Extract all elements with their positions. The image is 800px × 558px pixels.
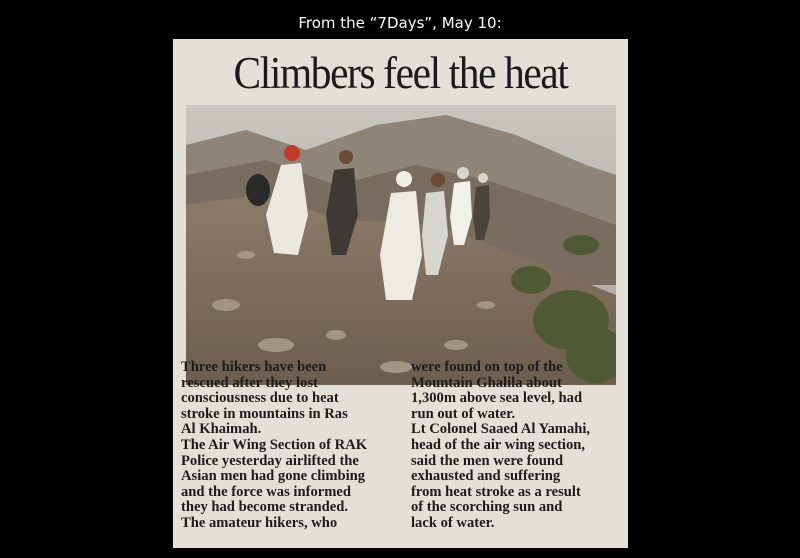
- article-line: Mountain Ghalila about: [411, 374, 562, 391]
- article-line: consciousness due to heat: [181, 390, 339, 407]
- newspaper-clipping: [173, 39, 628, 548]
- photo-illustration: [186, 105, 616, 385]
- article-line: they had become stranded.: [181, 499, 349, 516]
- article-photo: [186, 105, 616, 385]
- article-line: rescued after they lost: [181, 374, 318, 391]
- article-line: stroke in mountains in Ras: [181, 405, 348, 422]
- screenshot-caption: From the “7Days”, May 10:: [298, 14, 502, 32]
- article-line: The Air Wing Section of RAK: [181, 436, 368, 453]
- article-line: Police yesterday airlifted the: [181, 452, 359, 469]
- article-line: 1,300m above sea level, had: [411, 390, 583, 407]
- article-line: exhausted and suffering: [411, 468, 561, 485]
- article-line: from heat stroke as a result: [411, 483, 581, 500]
- article-column-right: [411, 360, 626, 532]
- article-line: run out of water.: [411, 405, 516, 422]
- article-line: said the men were found: [411, 452, 564, 469]
- article-line: lack of water.: [411, 514, 495, 531]
- article-column-left: [181, 360, 399, 532]
- article-line: of the scorching sun and: [411, 499, 563, 516]
- article-line: Al Khaimah.: [181, 421, 262, 438]
- article-headline: Climbers feel the heat: [233, 48, 568, 98]
- article-line: The amateur hikers, who: [181, 514, 338, 531]
- article-line: head of the air wing section,: [411, 436, 586, 453]
- article-line: Asian men had gone climbing: [181, 468, 366, 485]
- article-line: were found on top of the: [411, 359, 563, 375]
- article-line: Lt Colonel Saaed Al Yamahi,: [411, 421, 591, 438]
- article-line: and the force was informed: [181, 483, 351, 500]
- article-line: Three hikers have been: [181, 359, 327, 375]
